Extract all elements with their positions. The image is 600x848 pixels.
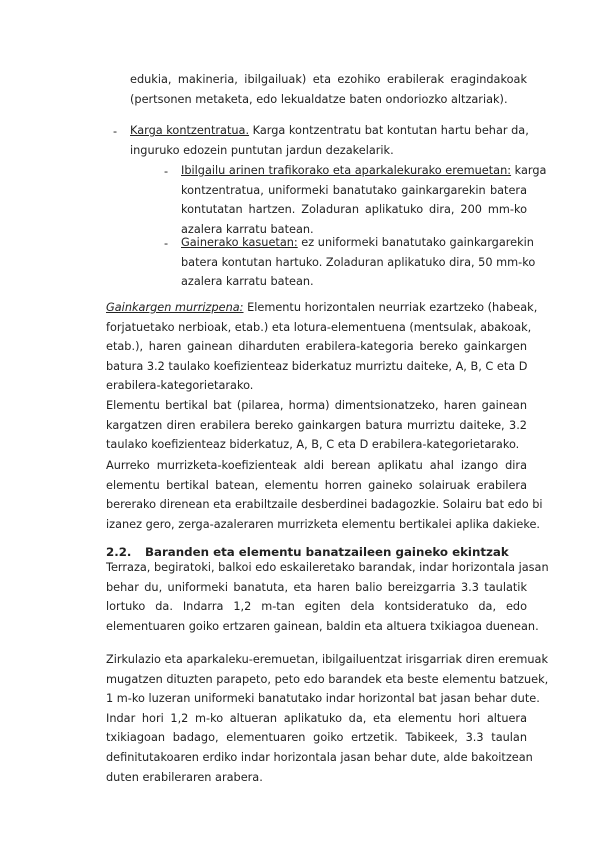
sub-bullet-ibilgailu (181, 161, 547, 239)
text-line: Aurreko murrizketa-koefizienteak aldi berean aplikatu ahal izango dira (106, 459, 527, 472)
text-line: mugatzen dituzten parapeto, peto edo barandek eta beste elementu batzuek, (106, 672, 549, 686)
sub-bullet-dash: - (164, 237, 169, 250)
text-line: azalera karratu batean. (181, 275, 314, 289)
text-line: Zirkulazio eta aparkaleku-eremuetan, ibilgailuentzat irisgarriak diren eremuak (106, 653, 549, 666)
text-line: behar du, uniformeki banatuta, eta haren balio bereizgarria 3.3 taulatik (106, 580, 527, 594)
text-line: kargatzen diren erabilera bereko gainkargen batura murriztu daiteke, 3.2 (106, 418, 527, 432)
text-line: batura 3.2 taulako koefizienteaz biderkatuz murriztu daiteke, A, B, C eta D (106, 359, 528, 373)
text-line: forjatuetako nerbioak, etab.) eta lotura-elementuena (mentsulak, abakoak, (106, 320, 532, 334)
term-ibilgailu: Ibilgailu arinen trafikorako eta aparkalekurako eremuetan: (181, 164, 512, 177)
section-title: Baranden eta elementu banatzaileen gaineko ekintzak (145, 545, 509, 559)
text-line: elementu bertikal batean, elementu horren gaineko solairuak erabilera (106, 478, 527, 492)
reduction-paragraph (106, 298, 538, 455)
text-line: taulako koefizienteaz biderkatuz, A, B, C eta D erabilera-kategorietarako. (106, 438, 520, 452)
text-line: Indar hori 1,2 m-ko altueran aplikatuko da, eta elementu hori altuera (106, 711, 527, 725)
text-line: Gainerako kasuetan: ez uniformeki banatutako gainkargarekin (181, 236, 534, 249)
term-karga-kontzentratua: Karga kontzentratua. (130, 124, 250, 137)
text-line: 1 m-ko luzeran uniformeki banatutako indar horizontal bat jasan behar dute. (106, 692, 540, 706)
section-number: 2.2. (106, 545, 132, 559)
text-line: inguruko edozein puntutan jardun dezakelarik. (130, 143, 394, 157)
term-gainerako: Gainerako kasuetan: (181, 236, 298, 249)
text-line: bererako direnean eta erabiltzaile desberdinei badagozkie. Solairu bat edo bi (106, 498, 543, 512)
text-line: txikiagoan badago, elementuaren goiko ertzetik. Tabikeek, 3.3 taulan (106, 731, 527, 745)
text-line: Elementu bertikal bat (pilarea, horma) dimentsionatzeko, haren gainean (106, 398, 527, 412)
text-line: etab.), haren gainean diharduten erabilera-kategoria bereko gainkargen (106, 340, 527, 354)
term-gainkargen-murrizpena: Gainkargen murrizpena: (106, 301, 244, 314)
paragraph-terraza (106, 558, 549, 636)
text-line: lortuko da. Indarra 1,2 m-tan egiten dela kontsideratuko da, edo (106, 600, 527, 614)
text-line: edukia, makineria, ibilgailuak) eta ezohiko erabilerak eragindakoak (130, 73, 527, 86)
section-heading (106, 545, 509, 559)
text-line: elementuaren goiko ertzaren gainean, baldin eta altuera txikiagoa duenean. (106, 619, 539, 633)
bullet-karga-kontzentratua (130, 121, 527, 160)
text-line: (pertsonen metaketa, edo lekualdatze baten ondoriozko altzariak). (130, 92, 508, 106)
text-line: Ibilgailu arinen trafikorako eta aparkalekurako eremuetan: karga (181, 164, 547, 177)
text-line: Terraza, begiratoki, balkoi edo eskaileretako barandak, indar horizontala jasan (106, 561, 549, 574)
text-line: erabilera-kategorietarako. (106, 379, 254, 393)
text-line: duten erabileraren arabera. (106, 770, 263, 784)
text-line: azalera karratu batean. (181, 222, 314, 236)
text-line: Gainkargen murrizpena: Elementu horizontalen neurriak ezartzeko (habeak, (106, 301, 538, 314)
text-line: Karga kontzentratua. Karga kontzentratu bat kontutan hartu behar da, (130, 124, 529, 137)
text-line: kontzentratua, uniformeki banatutako gainkargarekin batera (181, 183, 527, 197)
paragraph-aurreko (106, 456, 543, 534)
text-line: kontutatan hartzen. Zoladuran aplikatuko dira, 200 mm-ko (181, 203, 527, 217)
bullet-dash: - (113, 125, 118, 138)
text-line: definitutakoaren erdiko indar horizontala jasan behar dute, alde bakoitzean (106, 750, 533, 764)
intro-paragraph (130, 70, 527, 109)
paragraph-zirkulazio (106, 650, 549, 787)
sub-bullet-gainerako (181, 233, 536, 292)
sub-bullet-dash: - (164, 165, 169, 178)
text-line: batera kontutan hartuko. Zoladuran aplikatuko dira, 50 mm-ko (181, 255, 536, 269)
text-line: izanez gero, zerga-azaleraren murrizketa elementu bertikalei aplika dakieke. (106, 517, 540, 531)
